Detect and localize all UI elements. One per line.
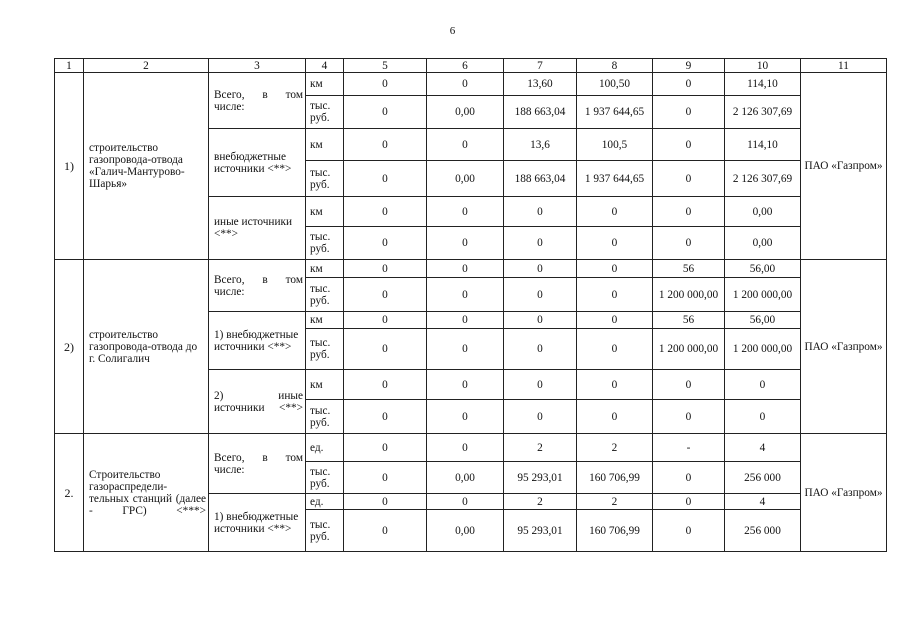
table-row [55,434,887,462]
column-header: 8 [577,59,653,73]
value-cell: 0 [577,329,653,370]
unit-cell: тыс. руб. [306,329,344,370]
value-cell: 0 [577,312,653,329]
value-cell: 0 [344,312,427,329]
value-cell: 2 [577,494,653,510]
value-cell: 0 [427,312,504,329]
value-cell: 100,5 [577,129,653,161]
funding-source: 1) внебюджетные источники <**> [209,312,306,370]
value-cell: 0 [577,400,653,434]
column-header: 4 [306,59,344,73]
value-cell: 0,00 [427,96,504,129]
executor-cell: ПАО «Газпром» [801,260,887,434]
column-header: 9 [653,59,725,73]
value-cell: 56,00 [725,312,801,329]
value-cell: 0 [577,260,653,278]
value-cell: 0 [344,129,427,161]
value-cell: 0 [344,370,427,400]
unit-cell: тыс. руб. [306,278,344,312]
funding-source: внебюджетные источники <**> [209,129,306,197]
value-cell: 0 [427,197,504,227]
value-cell: 0 [344,462,427,494]
value-cell: 0 [504,312,577,329]
value-cell: 0 [725,370,801,400]
value-cell: 0 [577,227,653,260]
value-cell: 0,00 [427,161,504,197]
value-cell: 0 [427,227,504,260]
unit-cell: тыс. руб. [306,96,344,129]
row-number: 2. [55,434,84,552]
value-cell: 56 [653,312,725,329]
value-cell: 2 126 307,69 [725,96,801,129]
value-cell: 0 [427,73,504,96]
value-cell: 0 [344,73,427,96]
funding-source: 2) иные источники <**> [209,370,306,434]
value-cell: 0,00 [725,227,801,260]
value-cell: 188 663,04 [504,161,577,197]
value-cell: 0,00 [427,510,504,552]
value-cell: 95 293,01 [504,510,577,552]
unit-cell: тыс. руб. [306,400,344,434]
value-cell: 188 663,04 [504,96,577,129]
column-header: 3 [209,59,306,73]
value-cell: 0 [344,260,427,278]
project-title: строительство газопровода-отвода «Галич-Мантурово-Шарья» [84,73,209,260]
table-row [55,260,887,278]
value-cell: 100,50 [577,73,653,96]
executor-cell: ПАО «Газпром» [801,73,887,260]
investment-program-table [54,58,887,552]
value-cell: 0 [344,278,427,312]
unit-cell: км [306,260,344,278]
value-cell: 0 [653,370,725,400]
value-cell: 0 [427,494,504,510]
unit-cell: км [306,129,344,161]
unit-cell: км [306,312,344,329]
value-cell: 0 [504,400,577,434]
table-row [55,73,887,96]
value-cell: 256 000 [725,510,801,552]
value-cell: 0 [577,370,653,400]
value-cell: 0 [344,494,427,510]
unit-cell: тыс. руб. [306,462,344,494]
value-cell: 0 [427,434,504,462]
value-cell: 0 [653,197,725,227]
value-cell: 0 [427,400,504,434]
executor-cell: ПАО «Газпром» [801,434,887,552]
value-cell: 0 [653,400,725,434]
project-title: строительство газопровода-отвода до г. Солигалич [84,260,209,434]
row-number: 1) [55,73,84,260]
value-cell: 0 [344,197,427,227]
value-cell: 13,60 [504,73,577,96]
column-header: 11 [801,59,887,73]
value-cell: 0 [427,370,504,400]
unit-cell: тыс. руб. [306,161,344,197]
value-cell: 0 [504,329,577,370]
unit-cell: км [306,370,344,400]
value-cell: 114,10 [725,73,801,96]
value-cell: 0 [653,227,725,260]
column-header: 6 [427,59,504,73]
value-cell: 2 [577,434,653,462]
page-number: 6 [449,25,456,37]
project-title: Строительство газораспредели-тельных станций (далее - ГРС) <***> [84,434,209,552]
unit-cell: тыс. руб. [306,227,344,260]
value-cell: 56 [653,260,725,278]
value-cell: 0 [344,161,427,197]
value-cell: 0 [344,510,427,552]
value-cell: - [653,434,725,462]
value-cell: 13,6 [504,129,577,161]
value-cell: 0 [653,494,725,510]
value-cell: 0 [653,462,725,494]
value-cell: 0 [427,129,504,161]
value-cell: 1 200 000,00 [725,278,801,312]
value-cell: 114,10 [725,129,801,161]
value-cell: 160 706,99 [577,510,653,552]
value-cell: 0 [653,129,725,161]
value-cell: 1 937 644,65 [577,96,653,129]
value-cell: 56,00 [725,260,801,278]
unit-cell: км [306,73,344,96]
value-cell: 0 [504,278,577,312]
value-cell: 1 200 000,00 [725,329,801,370]
column-header: 5 [344,59,427,73]
value-cell: 0 [504,260,577,278]
value-cell: 95 293,01 [504,462,577,494]
value-cell: 2 [504,434,577,462]
value-cell: 0 [344,329,427,370]
value-cell: 160 706,99 [577,462,653,494]
value-cell: 0 [653,96,725,129]
column-header: 7 [504,59,577,73]
unit-cell: ед. [306,434,344,462]
value-cell: 2 [504,494,577,510]
value-cell: 0 [427,278,504,312]
value-cell: 0 [344,96,427,129]
value-cell: 0 [504,197,577,227]
value-cell: 0,00 [725,197,801,227]
funding-source: 1) внебюджетные источники <**> [209,494,306,552]
unit-cell: тыс. руб. [306,510,344,552]
unit-cell: ед. [306,494,344,510]
row-number: 2) [55,260,84,434]
value-cell: 2 126 307,69 [725,161,801,197]
column-number-row [55,59,887,73]
funding-source: Всего, в том числе: [209,73,306,129]
value-cell: 4 [725,494,801,510]
value-cell: 0 [504,227,577,260]
value-cell: 256 000 [725,462,801,494]
column-header: 2 [84,59,209,73]
unit-cell: км [306,197,344,227]
value-cell: 0 [344,227,427,260]
funding-source: Всего, в том числе: [209,260,306,312]
value-cell: 0 [344,400,427,434]
value-cell: 0 [504,370,577,400]
value-cell: 4 [725,434,801,462]
value-cell: 0 [427,260,504,278]
funding-source: Всего, в том числе: [209,434,306,494]
funding-source: иные источники <**> [209,197,306,260]
value-cell: 0 [427,329,504,370]
value-cell: 0 [725,400,801,434]
value-cell: 1 200 000,00 [653,278,725,312]
value-cell: 1 937 644,65 [577,161,653,197]
value-cell: 0 [653,161,725,197]
column-header: 10 [725,59,801,73]
value-cell: 0 [653,510,725,552]
value-cell: 0 [344,434,427,462]
value-cell: 0 [577,197,653,227]
value-cell: 0 [653,73,725,96]
value-cell: 0,00 [427,462,504,494]
column-header: 1 [55,59,84,73]
value-cell: 1 200 000,00 [653,329,725,370]
value-cell: 0 [577,278,653,312]
